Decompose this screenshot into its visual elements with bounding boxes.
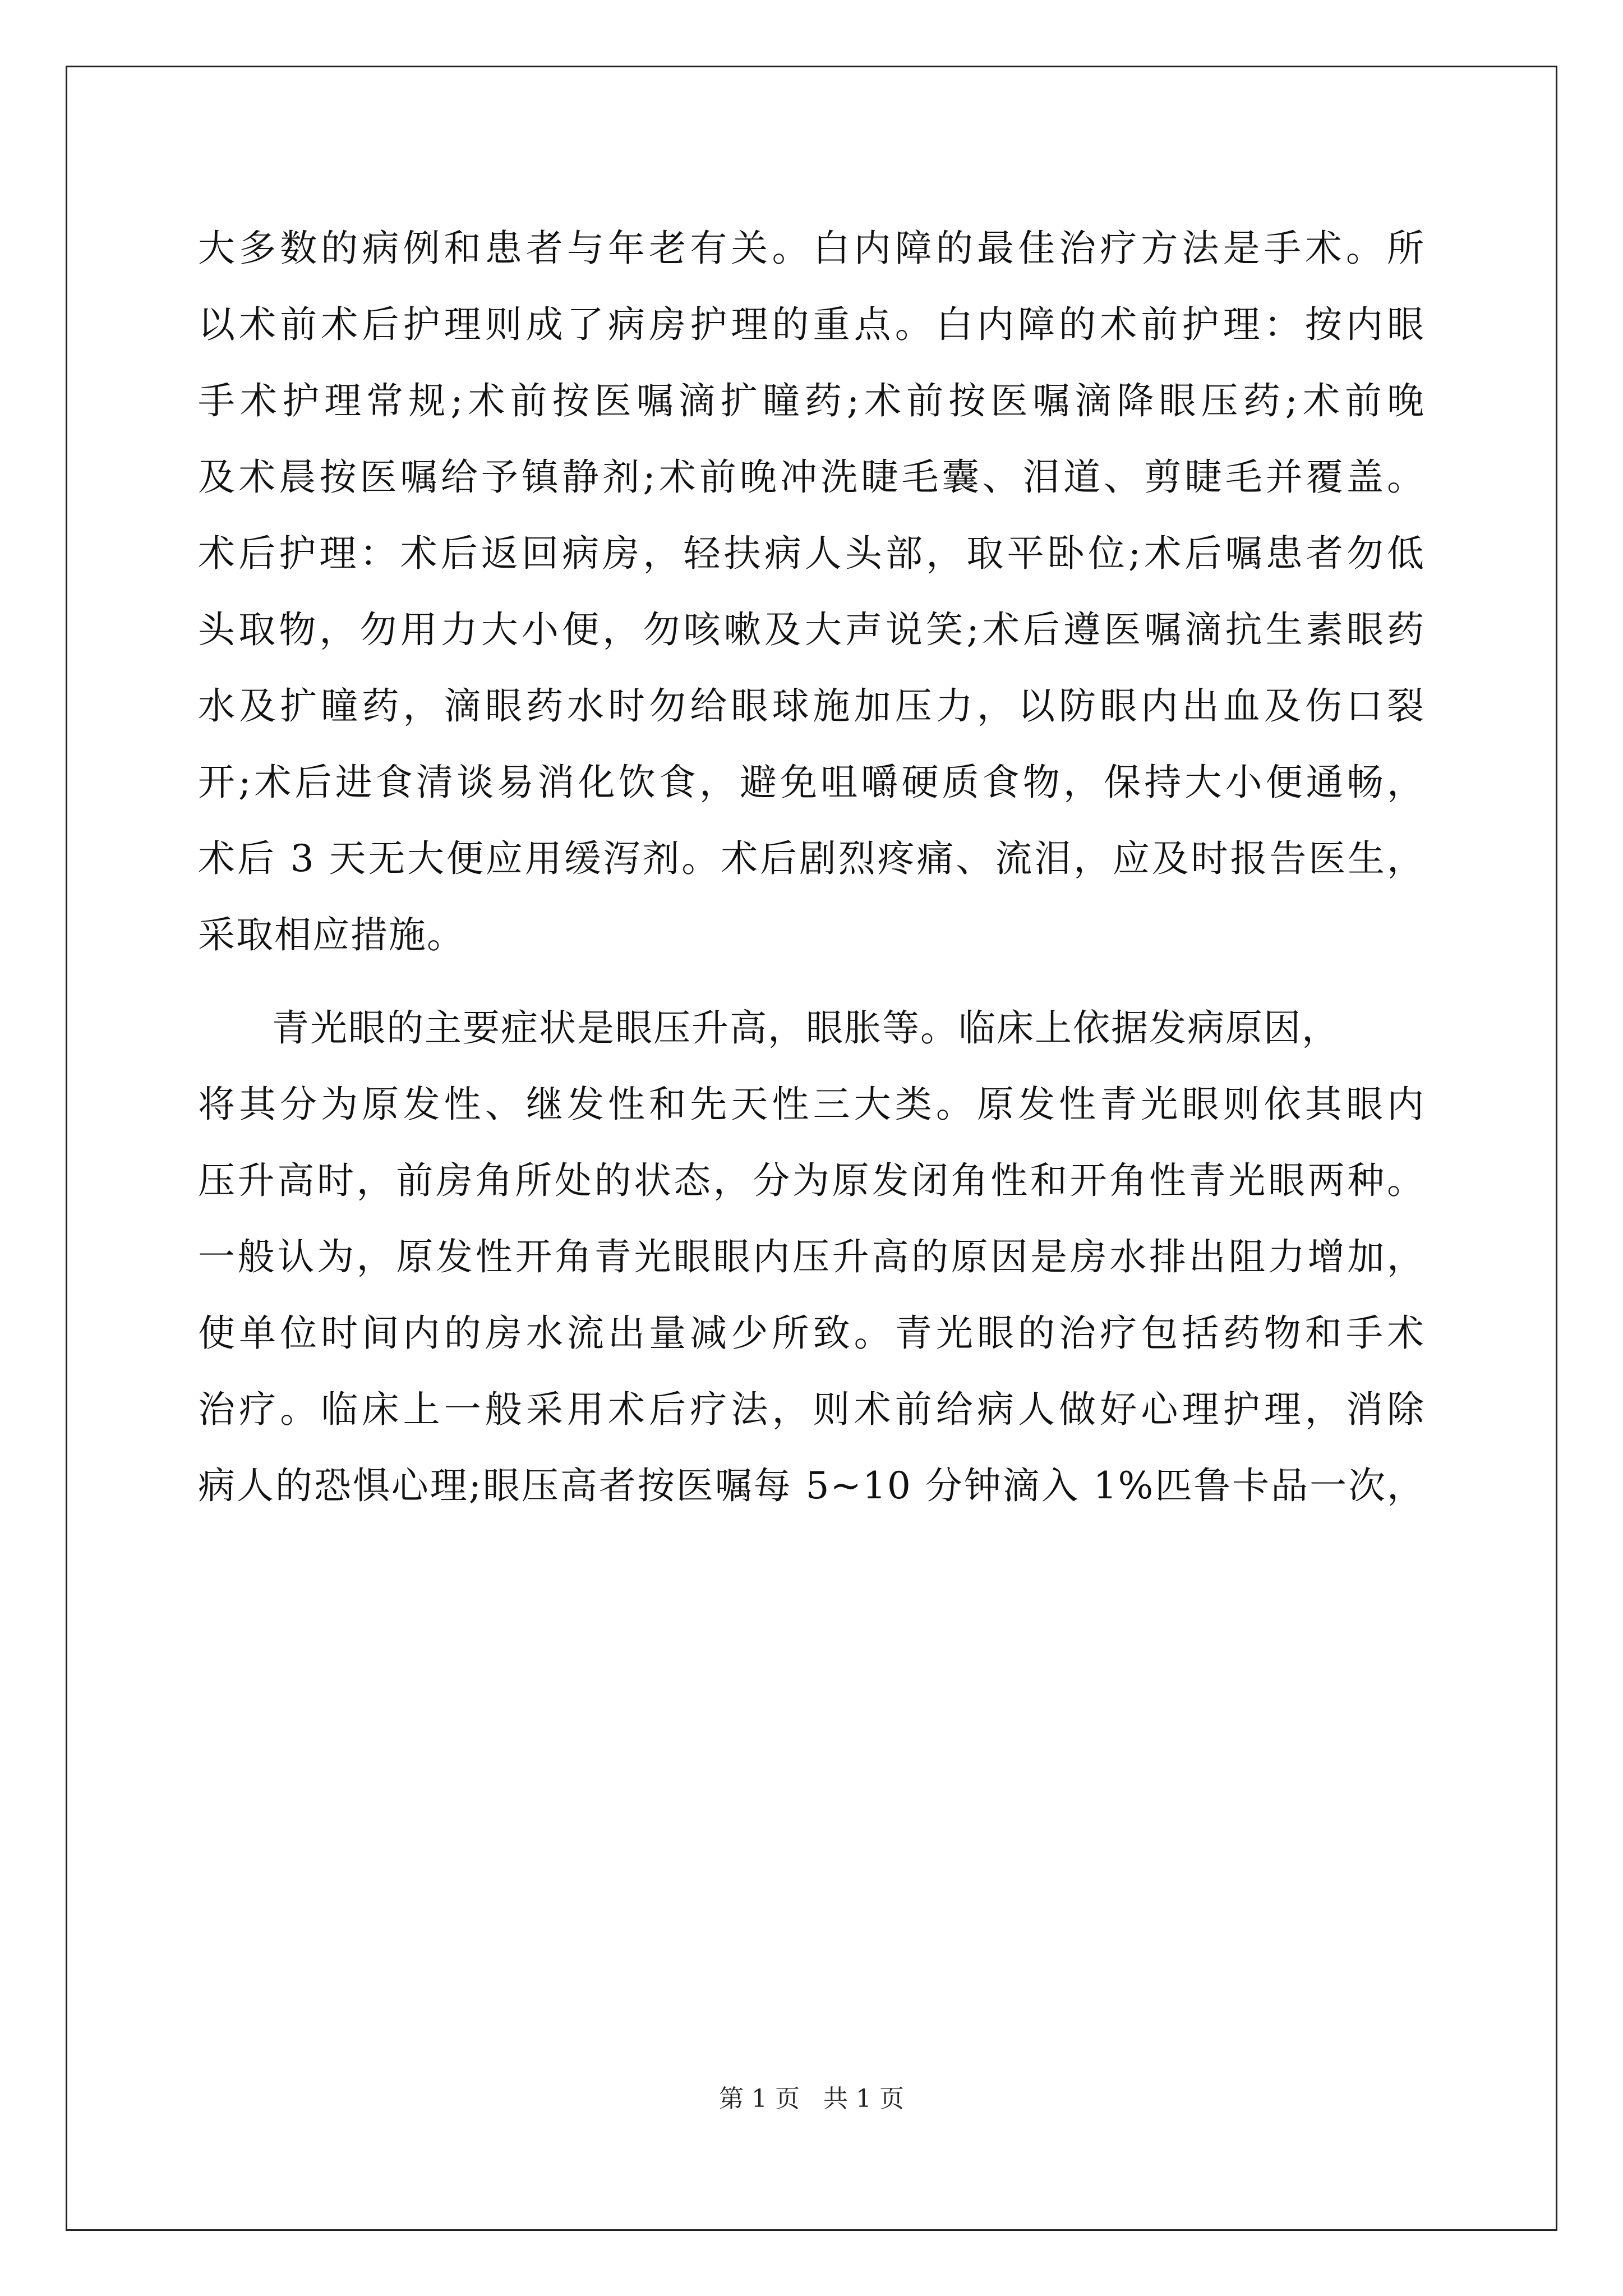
paragraph-glaucoma bbox=[198, 990, 1425, 1524]
text-line: 术后护理：术后返回病房，轻扶病人头部，取平卧位;术后嘱患者勿低 bbox=[198, 532, 1425, 575]
text-line: 压升高时，前房角所处的状态，分为原发闭角性和开角性青光眼两种。 bbox=[198, 1159, 1425, 1202]
text-line: 头取物，勿用力大小便，勿咳嗽及大声说笑;术后遵医嘱滴抗生素眼药 bbox=[198, 608, 1425, 651]
text-line: 以术前术后护理则成了病房护理的重点。白内障的术前护理：按内眼 bbox=[198, 303, 1425, 346]
text-line: 使单位时间内的房水流出量减少所致。青光眼的治疗包括药物和手术 bbox=[198, 1312, 1425, 1355]
text-line: 大多数的病例和患者与年老有关。白内障的最佳治疗方法是手术。所 bbox=[198, 227, 1425, 270]
text-line: 水及扩瞳药，滴眼药水时勿给眼球施加压力，以防眼内出血及伤口裂 bbox=[198, 684, 1425, 728]
page-number: 第 1 页 bbox=[719, 2085, 800, 2113]
text-line: 术后 3 天无大便应用缓泻剂。术后剧烈疼痛、流泪，应及时报告医生， bbox=[198, 837, 1425, 880]
text-line: 及术晨按医嘱给予镇静剂;术前晚冲洗睫毛囊、泪道、剪睫毛并覆盖。 bbox=[198, 455, 1425, 499]
page-footer bbox=[0, 2082, 1623, 2116]
text-line: 病人的恐惧心理;眼压高者按医嘱每 5~10 分钟滴入 1%匹鲁卡品一次， bbox=[198, 1464, 1425, 1507]
text-line: 治疗。临床上一般采用术后疗法，则术前给病人做好心理护理，消除 bbox=[198, 1388, 1425, 1431]
text-line: 青光眼的主要症状是眼压升高，眼胀等。临床上依据发病原因， bbox=[272, 1006, 1340, 1050]
paragraph-cataract bbox=[198, 210, 1425, 973]
text-line: 采取相应措施。 bbox=[198, 913, 465, 956]
text-line: 将其分为原发性、继发性和先天性三大类。原发性青光眼则依其眼内 bbox=[198, 1083, 1425, 1126]
document-body bbox=[198, 210, 1425, 1524]
text-line: 一般认为，原发性开角青光眼眼内压升高的原因是房水排出阻力增加， bbox=[198, 1235, 1425, 1278]
paragraph-spacer bbox=[198, 973, 1425, 990]
page-total: 共 1 页 bbox=[823, 2085, 904, 2113]
text-line: 手术护理常规;术前按医嘱滴扩瞳药;术前按医嘱滴降眼压药;术前晚 bbox=[198, 379, 1425, 422]
text-line: 开;术后进食清谈易消化饮食，避免咀嚼硬质食物，保持大小便通畅， bbox=[198, 761, 1425, 804]
